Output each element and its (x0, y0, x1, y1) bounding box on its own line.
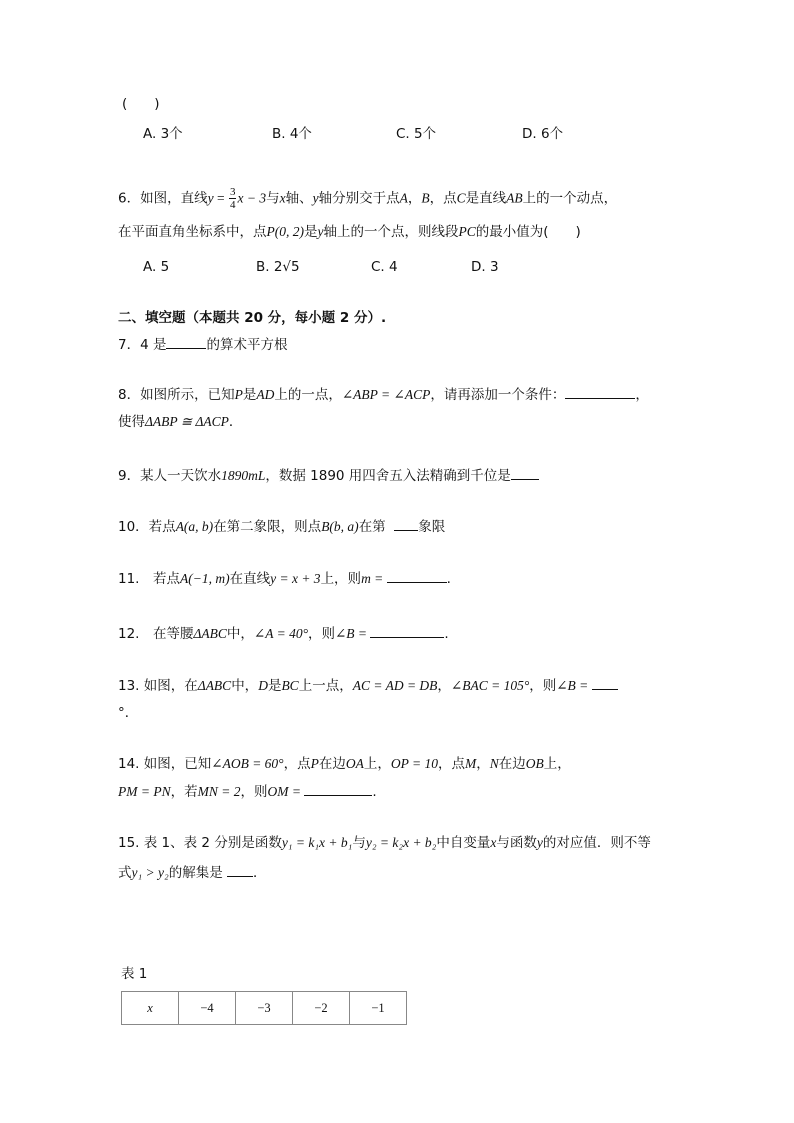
answer-blank[interactable] (565, 384, 635, 399)
option-a: A. 5 (143, 259, 170, 275)
q8-line1: 8．如图所示，已知P是AD上的一点，∠ABP = ∠ACP，请再添加一个条件： ， (118, 384, 649, 405)
answer-blank[interactable] (227, 862, 253, 877)
answer-blank[interactable] (166, 334, 206, 349)
option-c: C. 4 (371, 259, 398, 275)
q11: 11. 若点A(−1, m)在直线y = x + 3上，则m = . (118, 568, 451, 589)
option-a: A. 3个 (143, 126, 183, 142)
answer-blank[interactable] (387, 568, 447, 583)
answer-blank[interactable] (511, 465, 539, 480)
table-row (122, 992, 407, 1025)
option-d: D. 6个 (522, 126, 564, 142)
table-cell: x (122, 992, 179, 1025)
q10: 10．若点A(a, b)在第二象限，则点B(b, a)在第 象限 (118, 516, 445, 537)
table-cell: −1 (350, 992, 407, 1025)
q12: 12. 在等腰ΔABC中，∠A = 40°，则∠B = . (118, 623, 449, 644)
q14-line2: PM = PN，若MN = 2，则OM = . (118, 781, 377, 802)
table-cell: −4 (179, 992, 236, 1025)
option-d: D. 3 (471, 259, 499, 275)
table-cell: −2 (293, 992, 350, 1025)
table-cell: −3 (236, 992, 293, 1025)
prev-question-paren: ( ) (122, 96, 160, 112)
q6-line1: 6．如图，直线y = $\frac{3}{4}$ x − 3与x轴、y轴分别交于点A，B，点C是直线AB上的一个动点， (118, 186, 618, 211)
q15-line1: 15. 表 1、表 2 分别是函数y₁ = k₁x + b₁与y₂ = k₂x + b₂中自变量x与函数y的对应值．则不等 (118, 835, 651, 851)
q15-line2: 式y₁ > y₂的解集是 ． (118, 862, 267, 883)
q9: 9．某人一天饮水1890mL，数据 1890 用四舍五入法精确到千位是 (118, 465, 539, 486)
answer-blank[interactable] (394, 516, 418, 531)
option-c: C. 5个 (396, 126, 437, 142)
table-caption: 表 1 (121, 966, 148, 982)
answer-blank[interactable] (304, 781, 372, 796)
answer-blank[interactable] (370, 623, 444, 638)
section-title: 二、填空题（本题共 20 分，每小题 2 分）. (118, 310, 387, 326)
q7: 7．4 是 的算术平方根 (118, 334, 287, 355)
q8-line2: 使得ΔABP ≅ ΔACP． (118, 414, 243, 430)
option-b: B. 4个 (272, 126, 312, 142)
table-1 (121, 991, 407, 1025)
q13-line2: °． (118, 705, 139, 721)
q6-line2: 在平面直角坐标系中，点P(0, 2)是y轴上的一个点，则线段PC的最小值为( ) (118, 224, 581, 240)
fraction: $\frac{3}{4}$ (229, 186, 236, 211)
answer-blank[interactable] (592, 675, 618, 690)
q13-line1: 13. 如图，在ΔABC中，D是BC上一点，AC = AD = DB，∠BAC = 105°，则∠B = (118, 675, 618, 696)
q14-line1: 14. 如图，已知∠AOB = 60°，点P在边OA上，OP = 10，点M，N在边OB上， (118, 756, 571, 772)
option-b: B. 2√5 (256, 259, 300, 275)
